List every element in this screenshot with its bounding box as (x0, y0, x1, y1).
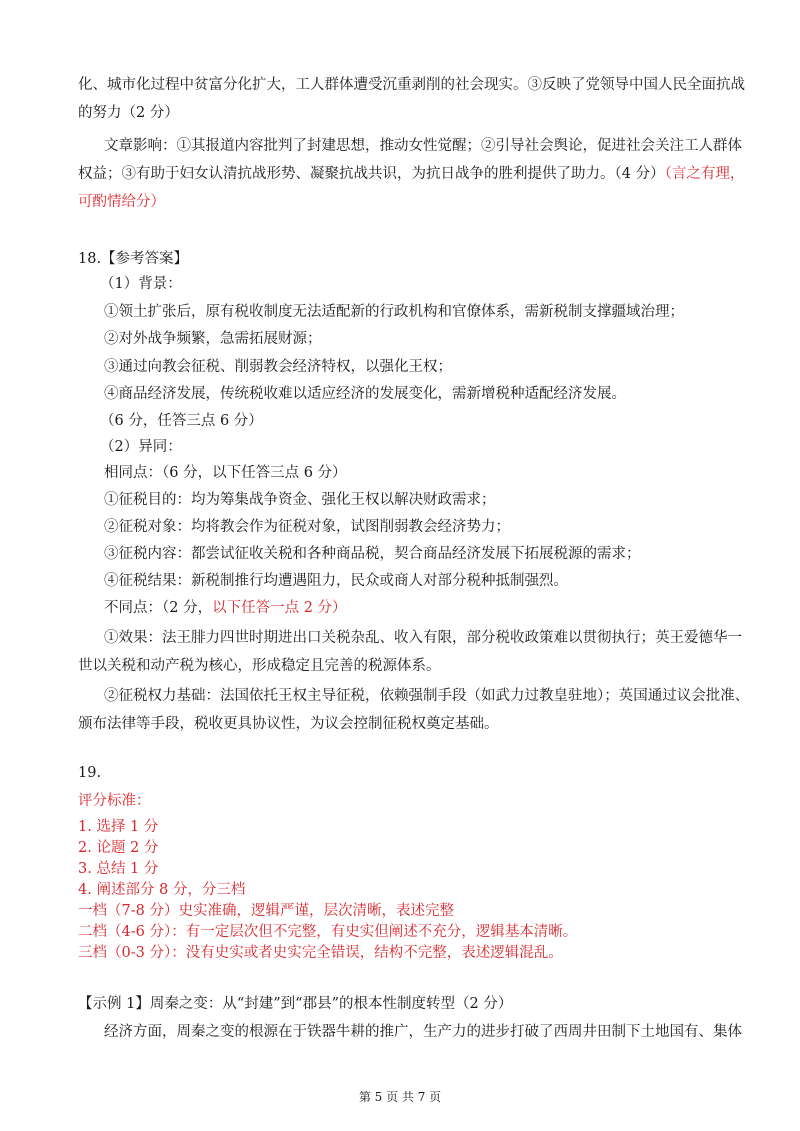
q18-part2-title: （2）异同： (100, 439, 182, 455)
q19-criteria-item: 2. 论题 2 分 (78, 840, 159, 856)
q19-criteria-item: 1. 选择 1 分 (78, 819, 159, 835)
q18-part1-item: ①领土扩张后，原有税收制度无法适配新的行政机构和官僚体系，需新税制支撑疆域治理； (104, 304, 684, 320)
q17-impact-text: 权益；③有助于妇女认清抗战形势、凝聚抗战共识，为抗日战争的胜利提供了助力。（4 分） (78, 166, 665, 182)
page-footer: 第 5 页 共 7 页 (358, 1090, 442, 1104)
q18-same-item: ③征税内容：都尝试征收关税和各种商品税，契合商品经济发展下拓展税源的需求； (104, 546, 641, 562)
q19-criteria-item: 4. 阐述部分 8 分，分三档 (78, 882, 246, 898)
q18-diff-title (104, 598, 347, 618)
q18-part1-title: （1）背景： (100, 276, 182, 292)
q17-score-note-2: 可酌情给分） (78, 194, 165, 210)
q18-diff-title-note: 以下任答一点 2 分） (212, 600, 347, 616)
q17-impact-line-2 (78, 164, 744, 184)
q17-score-note: （言之有理， (664, 166, 745, 182)
q19-criteria-item: 3. 总结 1 分 (78, 861, 159, 877)
q18-diff-title-text: 不同点：（2 分， (104, 600, 213, 616)
q17-impact-line-1: 文章影响：①其报道内容批判了封建思想，推动女性觉醒；②引导社会舆论，促进社会关注工人群体 (104, 138, 742, 154)
q18-part1-item: ③通过向教会征税、削弱教会经济特权，以强化王权； (104, 359, 452, 375)
q19-example-title: 【示例 1】周秦之变：从“封建”到“郡县”的根本性制度转型（2 分） (78, 996, 513, 1012)
q19-criteria-title: 评分标准： (78, 793, 151, 809)
q18-same-title: 相同点：（6 分，以下任答三点 6 分） (104, 465, 347, 481)
q18-diff-item-1-line-1: ①效果：法王腓力四世时期进出口关税杂乱、收入有限，部分税收政策难以贯彻执行；英王爱德华一 (104, 630, 742, 646)
q17-line-2: 的努力（2 分） (78, 105, 179, 121)
q19-tier: 一档（7-8 分）史实准确，逻辑严谨，层次清晰，表述完整 (78, 903, 454, 919)
q18-part1-score: （6 分，任答三点 6 分） (100, 413, 263, 429)
q18-part1-item: ④商品经济发展，传统税收难以适应经济的发展变化，需新增税种适配经济发展。 (104, 386, 626, 402)
q18-same-item: ①征税目的：均为筹集战争资金、强化王权以解决财政需求； (104, 492, 496, 508)
q17-line-1: 化、城市化过程中贫富分化扩大，工人群体遭受沉重剥削的社会现实。③反映了党领导中国人民全面抗战 (78, 77, 745, 93)
q19-example-line-1: 经济方面，周秦之变的根源在于铁器牛耕的推广，生产力的进步打破了西周井田制下土地国有、集体 (104, 1024, 742, 1040)
q18-same-item: ②征税对象：均将教会作为征税对象，试图削弱教会经济势力； (104, 519, 510, 535)
q18-part1-item: ②对外战争频繁，急需拓展财源； (104, 331, 322, 347)
q18-heading: 18.【参考答案】 (78, 251, 189, 267)
q19-tier: 二档（4-6 分）：有一定层次但不完整，有史实但阐述不充分，逻辑基本清晰。 (78, 924, 578, 940)
q18-same-item: ④征税结果：新税制推行均遭遇阻力，民众或商人对部分税种抵制强烈。 (104, 573, 568, 589)
q18-diff-item-2-line-2: 颁布法律等手段，税收更具协议性，为议会控制征税权奠定基础。 (78, 716, 499, 732)
q19-tier: 三档（0-3 分）：没有史实或者史实完全错误，结构不完整，表述逻辑混乱。 (78, 945, 563, 961)
q18-diff-item-2-line-1: ②征税权力基础：法国依托王权主导征税，依赖强制手段（如武力过教皇驻地）；英国通过议会批准、 (104, 688, 750, 704)
q19-number: 19. (78, 765, 102, 781)
q18-diff-item-1-line-2: 世以关税和动产税为核心，形成稳定且完善的税源体系。 (78, 658, 441, 674)
